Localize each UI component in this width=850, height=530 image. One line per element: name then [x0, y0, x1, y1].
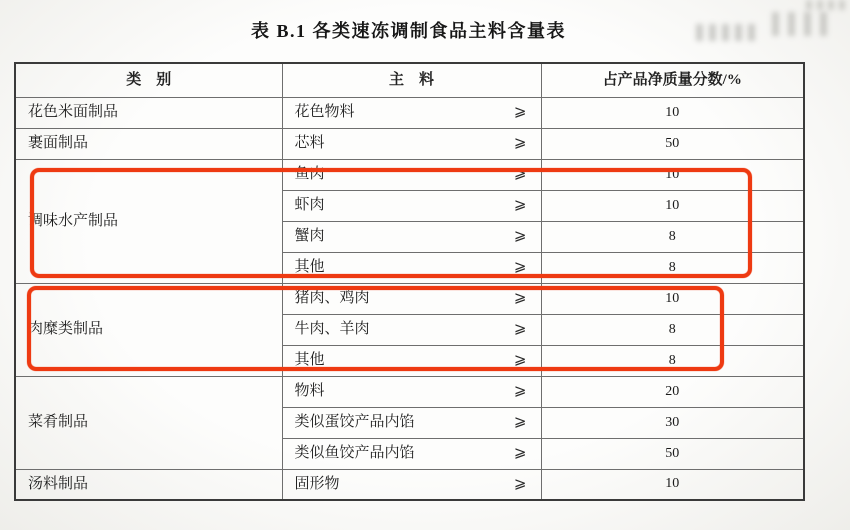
value-cell: 8 [541, 221, 804, 252]
value-cell: 8 [541, 345, 804, 376]
value-cell: 20 [541, 376, 804, 407]
value-cell: 50 [541, 438, 804, 469]
ingredient-label: 芯料 [294, 135, 325, 151]
ingredient-cell [282, 221, 541, 252]
category-cell: 汤料制品 [15, 469, 282, 500]
table-row [15, 469, 804, 500]
ingredient-cell [282, 159, 541, 190]
gte-symbol: ⩾ [513, 135, 527, 151]
table-title: 表 B.1 各类速冻调制食品主料含量表 [250, 21, 566, 41]
category-cell: 菜肴制品 [15, 376, 282, 469]
gte-symbol: ⩾ [513, 383, 527, 399]
ingredient-label: 类似鱼饺产品内馅 [294, 445, 415, 461]
gte-symbol: ⩾ [513, 197, 527, 213]
ingredient-label: 物料 [294, 383, 325, 399]
value-cell: 50 [541, 128, 804, 159]
gte-symbol: ⩾ [513, 352, 527, 368]
ingredient-cell [282, 407, 541, 438]
ingredient-cell [282, 469, 541, 500]
category-cell: 调味水产制品 [15, 159, 282, 283]
ingredient-label: 固形物 [294, 475, 340, 492]
ingredient-label: 类似蛋饺产品内馅 [294, 414, 415, 430]
table-row [15, 376, 804, 407]
col-header-ingredient: 主 料 [282, 63, 541, 97]
value-cell: 30 [541, 407, 804, 438]
table-row [15, 128, 804, 159]
value-cell: 8 [541, 252, 804, 283]
gte-symbol: ⩾ [513, 445, 527, 461]
ingredient-cell [282, 314, 541, 345]
gte-symbol: ⩾ [513, 104, 527, 120]
gte-symbol: ⩾ [513, 414, 527, 430]
ingredient-cell [282, 97, 541, 128]
value-cell: 8 [541, 314, 804, 345]
category-cell: 花色米面制品 [15, 97, 282, 128]
bleed-through-mark [806, 0, 846, 10]
col-header-percentage: 占产品净质量分数/% [541, 63, 804, 97]
ingredient-label: 蟹肉 [294, 228, 325, 244]
ingredient-label: 其他 [294, 352, 325, 368]
gte-symbol: ⩾ [513, 475, 527, 492]
ingredient-cell [282, 376, 541, 407]
value-cell: 10 [541, 469, 804, 500]
ingredient-label: 其他 [294, 259, 325, 275]
ingredient-cell [282, 283, 541, 314]
ingredient-cell [282, 190, 541, 221]
category-cell: 肉糜类制品 [15, 283, 282, 376]
header-row [15, 63, 804, 97]
ingredient-cell [282, 438, 541, 469]
value-cell: 10 [541, 283, 804, 314]
ingredient-cell [282, 345, 541, 376]
value-cell: 10 [541, 190, 804, 221]
table-row [15, 283, 804, 314]
ingredient-label: 鱼肉 [294, 166, 325, 182]
gte-symbol: ⩾ [513, 321, 527, 337]
category-cell: 裹面制品 [15, 128, 282, 159]
ingredient-cell [282, 128, 541, 159]
gte-symbol: ⩾ [513, 228, 527, 244]
gte-symbol: ⩾ [513, 166, 527, 182]
table-row [15, 159, 804, 190]
value-cell: 10 [541, 159, 804, 190]
value-cell: 10 [541, 97, 804, 128]
main-ingredient-table [14, 62, 805, 501]
ingredient-label: 猪肉、鸡肉 [294, 290, 370, 306]
table-row [15, 97, 804, 128]
col-header-category: 类 别 [15, 63, 282, 97]
ingredient-label: 牛肉、羊肉 [294, 321, 370, 337]
ingredient-label: 花色物料 [294, 104, 355, 120]
gte-symbol: ⩾ [513, 259, 527, 275]
ingredient-label: 虾肉 [294, 197, 325, 213]
gte-symbol: ⩾ [513, 290, 527, 306]
ingredient-cell [282, 252, 541, 283]
